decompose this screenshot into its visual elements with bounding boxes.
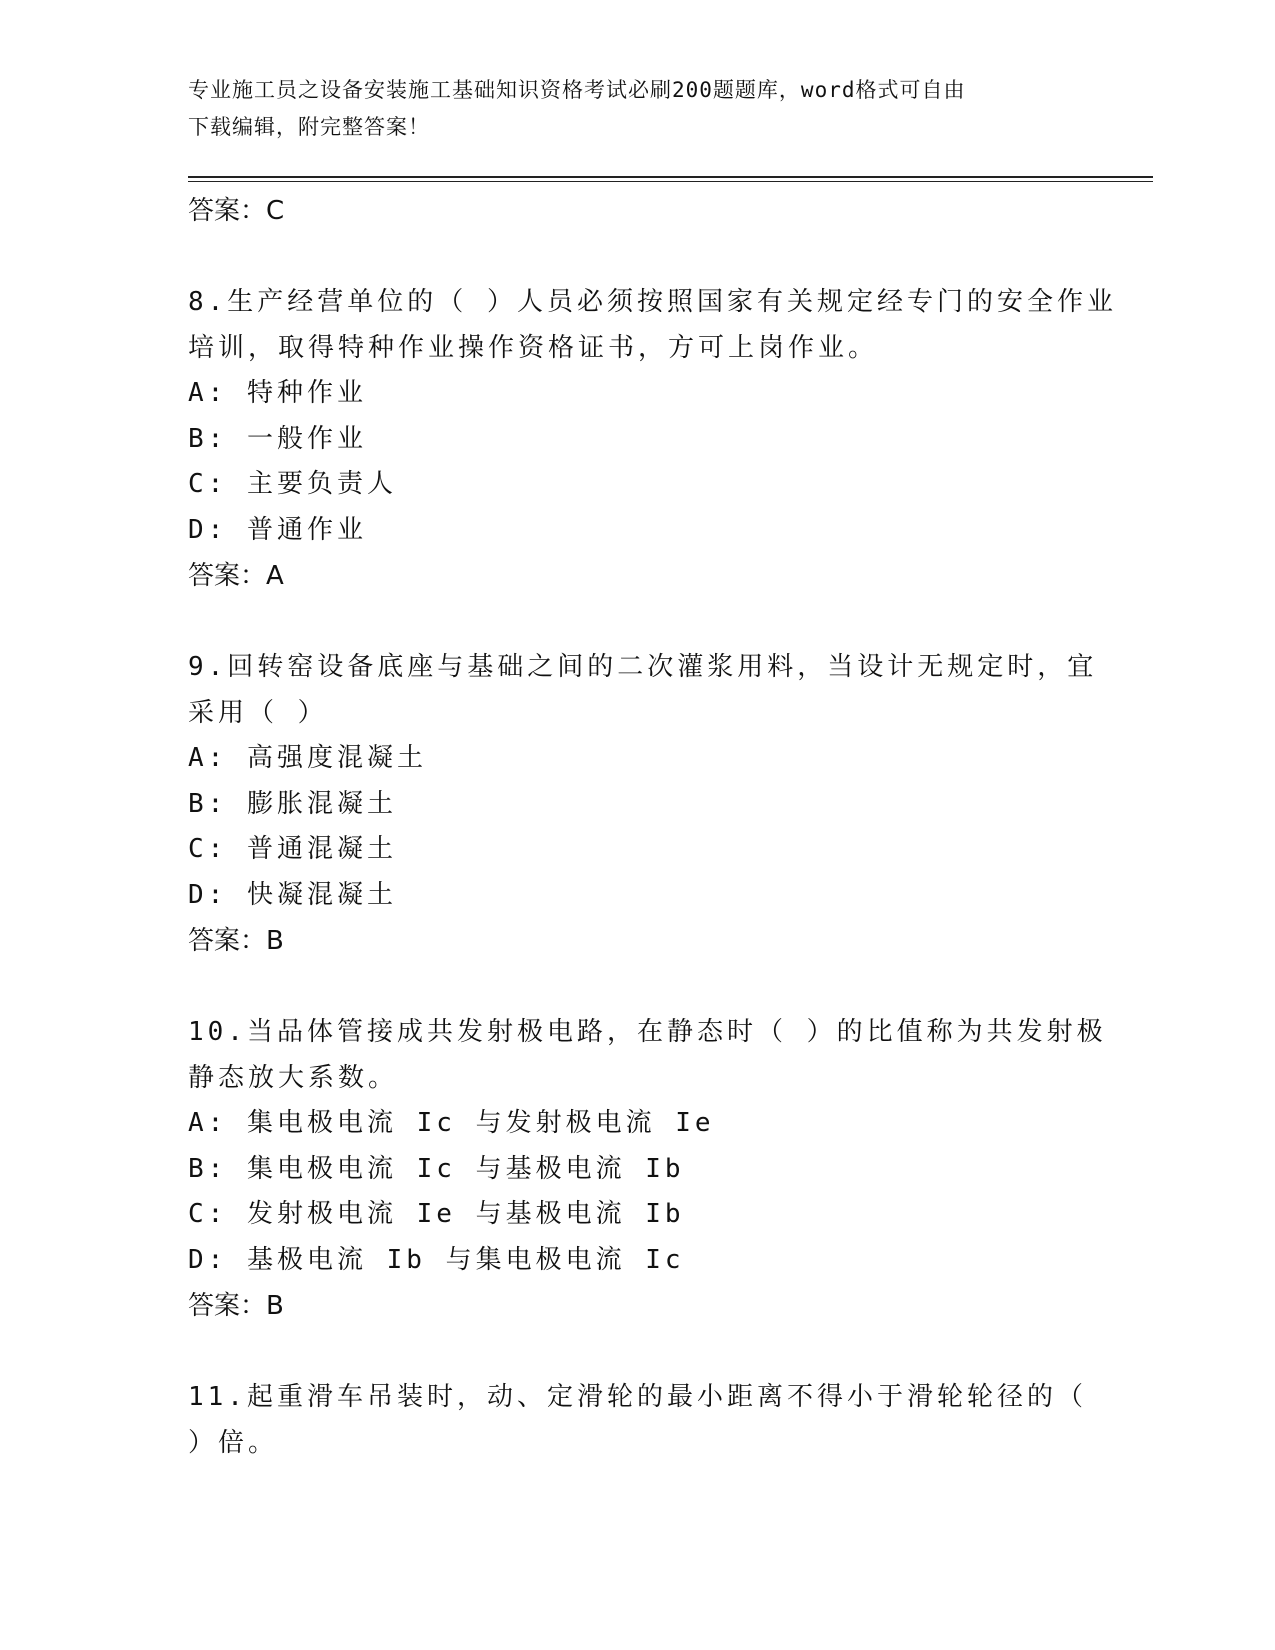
question-stem: 静态放大系数。 [188, 1062, 399, 1093]
question-11 [188, 1375, 1088, 1466]
question-8 [188, 280, 1117, 599]
question-stem: ）倍。 [188, 1427, 279, 1458]
document-header [188, 72, 1088, 146]
question-list [188, 188, 1117, 1466]
option-a: A: 高强度混凝土 [188, 743, 427, 773]
option-c: C: 普通混凝土 [188, 834, 397, 864]
option-b: B: 膨胀混凝土 [188, 788, 397, 819]
question-10 [188, 1010, 1107, 1329]
header-line-1: 专业施工员之设备安装施工基础知识资格考试必刷200题题库，word格式可自由 [188, 78, 966, 102]
option-b: B: 集电极电流 Ic 与基极电流 Ib [188, 1153, 685, 1184]
header-divider-thin [188, 181, 1153, 182]
question-stem: 10.当品体管接成共发射极电路，在静态时（ ）的比值称为共发射极 [188, 1017, 1107, 1047]
answer-line: 答案：B [188, 926, 284, 956]
header-line-2: 下载编辑，附完整答案！ [188, 115, 430, 139]
option-a: A: 特种作业 [188, 378, 367, 408]
answer-line: 答案：C [188, 196, 285, 226]
option-a: A: 集电极电流 Ic 与发射极电流 Ie [188, 1108, 715, 1138]
question-stem: 培训，取得特种作业操作资格证书，方可上岗作业。 [188, 332, 879, 363]
question-stem: 9.回转窑设备底座与基础之间的二次灌浆用料，当设计无规定时，宜 [188, 652, 1098, 682]
option-c: C: 发射极电流 Ie 与基极电流 Ib [188, 1199, 685, 1229]
option-b: B: 一般作业 [188, 423, 367, 454]
option-d: D: 普通作业 [188, 514, 367, 545]
question-stem: 11.起重滑车吊装时，动、定滑轮的最小距离不得小于滑轮轮径的（ [188, 1382, 1087, 1412]
question-stem: 采用（ ） [188, 697, 328, 728]
header-divider [188, 176, 1153, 178]
answer-line: 答案：A [188, 561, 284, 591]
question-stem: 8.生产经营单位的（ ）人员必须按照国家有关规定经专门的安全作业 [188, 287, 1117, 317]
question-9 [188, 645, 1098, 964]
answer-line: 答案：B [188, 1291, 284, 1321]
option-c: C: 主要负责人 [188, 469, 397, 499]
option-d: D: 快凝混凝土 [188, 879, 397, 910]
option-d: D: 基极电流 Ib 与集电极电流 Ic [188, 1244, 685, 1275]
